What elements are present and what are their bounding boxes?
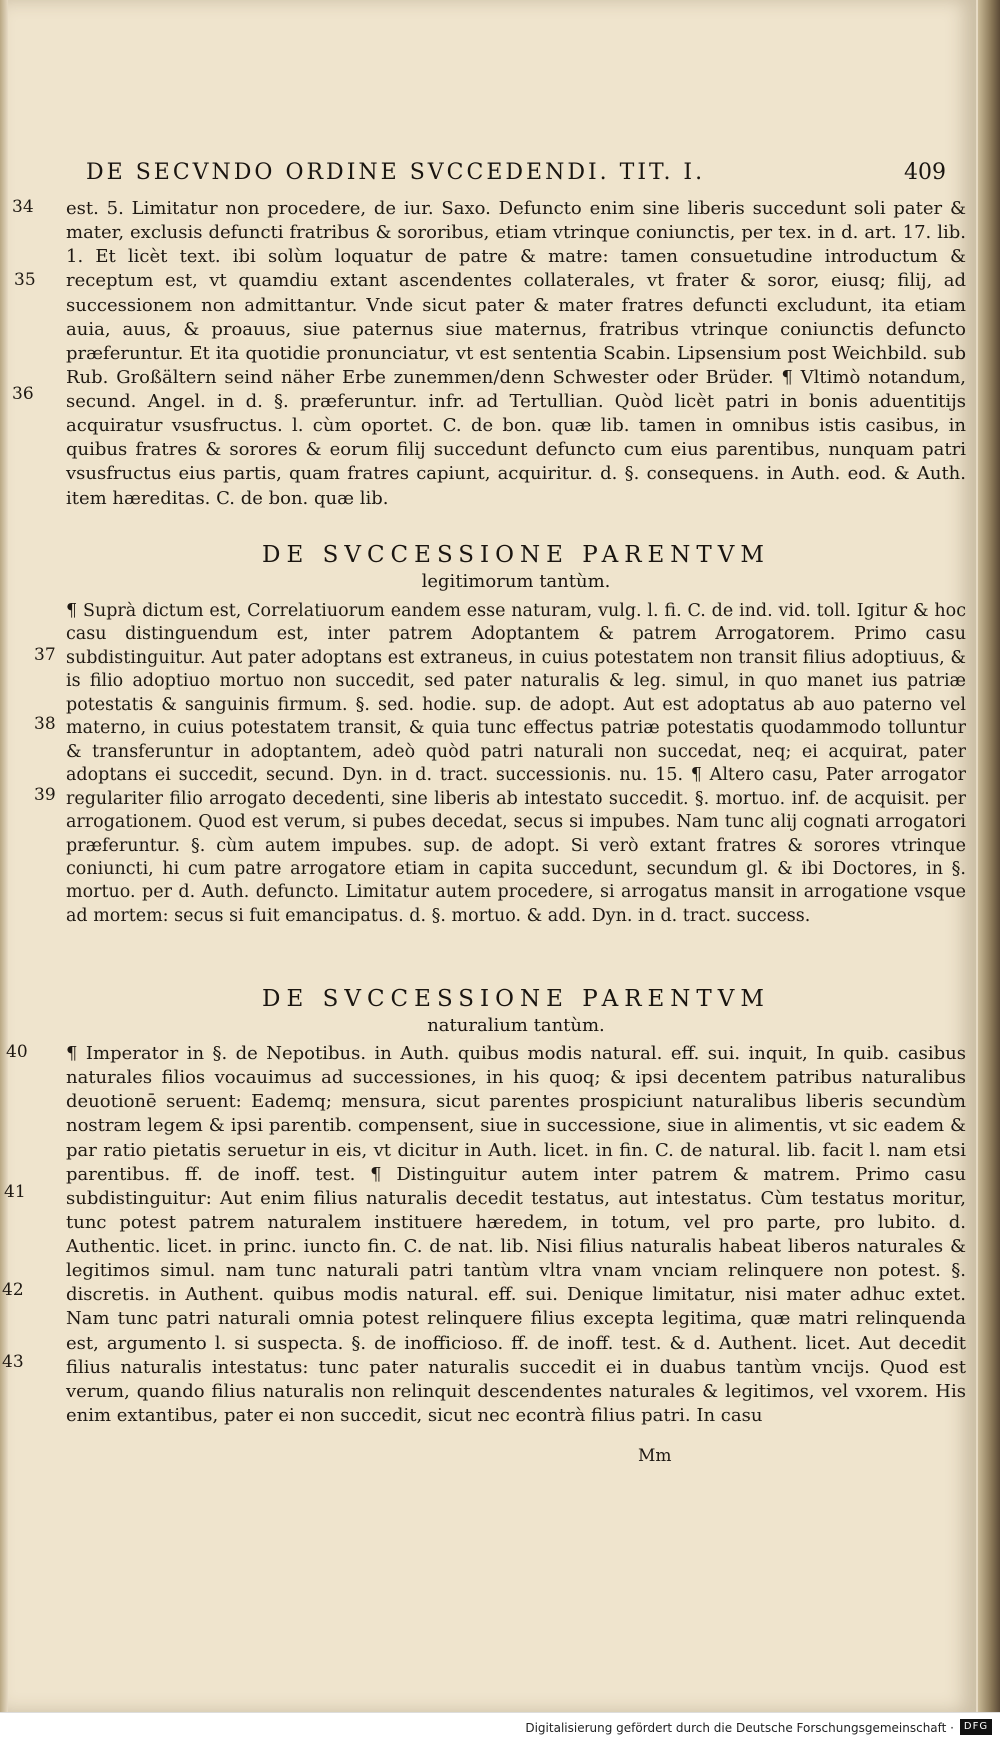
digitization-footer (0, 1712, 1000, 1743)
paragraph: ¶ Suprà dictum est, Correlatiuorum eandem esse naturam, vulg. l. fi. C. de ind. vid. toll. Igitur & hoc casu distinguendum est, inter patrem Adoptantem & patrem Arrogatorem. Primo casu subdistinguitur. Aut pater adoptans est extraneus, in cuius potestatem non transit filius adoptiuus, & is filio adoptiuo mortuo non succedit, sed pater naturalis & leg. simul, in quo manet ius patriæ potestatis & sanguinis firmum. §. sed. hodie. sup. de adopt. Aut est adoptatus ab auo paterno vel materno, in cuius potestatem transit, & quia tunc effectus patriæ potestatis quodammodo tolluntur & transferuntur in adoptantem, adeò quòd patri naturali non succedat, neq; ei acquirat, pater adoptans ei succedit, secund. Dyn. in d. tract. successionis. nu. 15. ¶ Altero casu, Pater arrogator regulariter filio arrogato decedenti, sine liberis ab intestato succedit. §. mortuo. inf. de acquisit. per arrogationem. Quod est verum, si pubes decedat, secus si impubes. Nam tunc alij cognati arrogatori præferuntur. §. cùm autem impubes. sup. de adopt. Si verò extant fratres & sorores vtrinque coniuncti, hi cum patre arrogatore etiam in capita succedunt, secundum gl. & ibi Doctores, in §. mortuo. per d. Auth. defuncto. Limitatur autem procedere, si arrogatus mansit in arrogatione vsque ad mortem: secus si fuit emancipatus. d. §. mortuo. & add. Dyn. in d. tract. success. (66, 601, 966, 926)
margin-number: 37 (34, 645, 56, 665)
section-heading (66, 540, 966, 594)
margin-number: 39 (34, 785, 56, 805)
paragraph: ¶ Imperator in §. de Nepotibus. in Auth. quibus modis natural. eff. sui. inquit, In quib. casibus naturales filios vocauimus ad successiones, in his quoq; & ipsi decentem patribus naturalibus deuotionē seruent: Eademq; mensura, sicut parentes prospiciunt naturalibus liberis secundùm nostram legem & ipsi parentib. compensent, siue in successione, siue in alimentis, vt sic eadem & par ratio pietatis seruetur in eis, vt dicitur in Auth. licet. in fin. C. de natural. lib. facit l. nam etsi parentibus. ff. de inoff. test. ¶ Distinguitur autem inter patrem & matrem. Primo casu subdistinguitur: Aut enim filius naturalis decedit testatus, aut intestatus. Cùm testatus moritur, tunc potest patrem naturalem instituere hæredem, in totum, vel pro parte, pro lubito. d. Authentic. licet. in princ. iuncto fin. C. de nat. lib. Nisi filius naturalis habeat liberos naturales & legitimos simul. nam tunc naturali patri tantùm vltra vnam vnciam relinquere non potest. §. discretis. in Authent. quibus modis natural. eff. sui. Denique limitatur, nisi mater adhuc extet. Nam tunc patri naturali omnia potest relinquere filius excepta legitima, quæ matri relinquenda est, argumento l. si suspecta. §. de inofficioso. ff. de inoff. test. & d. Authent. licet. Aut decedit filius naturalis intestatus: tunc pater naturalis succedit ei in duabus tantùm vncijs. Quod est verum, quando filius naturalis non relinquit descendentes naturales & legitimos, vel vxorem. His enim extantibus, pater ei non succedit, sicut nec econtrà filius patri. In casu (66, 1043, 966, 1426)
margin-number: 35 (14, 270, 36, 290)
running-header (86, 160, 946, 190)
heading-subtitle: legitimorum tantùm. (421, 571, 611, 592)
page-left-edge (0, 0, 8, 1742)
margin-number: 40 (6, 1042, 28, 1062)
heading-title: DE SVCCESSIONE PARENTVM (262, 542, 770, 568)
heading-subtitle: naturalium tantùm. (427, 1015, 605, 1036)
margin-number: 36 (12, 384, 34, 404)
margin-number: 43 (2, 1352, 24, 1372)
heading-title: DE SVCCESSIONE PARENTVM (262, 986, 770, 1012)
page-number: 409 (904, 160, 946, 185)
margin-number: 34 (12, 197, 34, 217)
margin-number: 42 (2, 1280, 24, 1300)
section-heading (66, 984, 966, 1038)
text-block (66, 197, 966, 522)
book-spine-edge (978, 0, 1000, 1742)
catchword: Mm (638, 1446, 672, 1466)
funding-credit: Digitalisierung gefördert durch die Deutsche Forschungsgemeinschaft · (525, 1721, 954, 1735)
dfg-logo: DFG (960, 1719, 992, 1735)
paragraph: est. 5. Limitatur non procedere, de iur. Saxo. Defuncto enim sine liberis succedunt soli pater & mater, exclusis defuncti fratribus & sororibus, etiam vtrinque coniunctis, per tex. in d. art. 17. lib. 1. Et licèt text. ibi solùm loquatur de patre & matre: tamen consuetudine introductum & receptum est, vt quamdiu extant ascendentes collaterales, vt frater & soror, eiusq; filij, ad successionem non admittantur. Vnde sicut pater & mater fratres defuncti excludunt, ita etiam auia, auus, & proauus, siue paternus siue maternus, fratribus vtrinque coniunctis defuncto præferuntur. Et ita quotidie pronunciatur, vt est sententia Scabin. Lipsensium post Weichbild. sub Rub. Großältern seind näher Erbe zunemmen/denn Schwester oder Brüder. ¶ Vltimò notandum, secund. Angel. in d. §. præferuntur. infr. ad Tertullian. Quòd licèt patri in bonis aduentitijs acquiratur vsusfructus. l. cùm oportet. C. de bon. quæ lib. tamen in omnibus istis casibus, in quibus fratres & sorores & eorum filij succedunt defuncto cum eius parentibus, nunquam patri vsusfructus eius partis, quam fratres capiunt, acquiritur. d. §. consequens. in Auth. eod. & Auth. item hæreditas. C. de bon. quæ lib. (66, 198, 966, 509)
margin-number: 41 (4, 1182, 26, 1202)
running-title: DE SECVNDO ORDINE SVCCEDENDI. TIT. I. (86, 160, 706, 185)
text-block (66, 600, 966, 952)
margin-number: 38 (34, 714, 56, 734)
text-block (66, 1042, 966, 1447)
